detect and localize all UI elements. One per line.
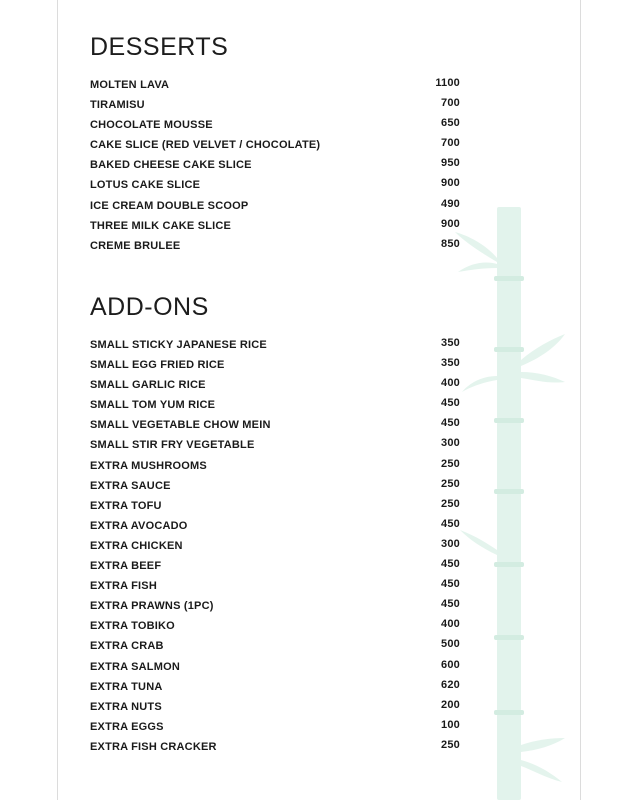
item-name: EXTRA CHICKEN (90, 539, 183, 552)
item-name: EXTRA AVOCADO (90, 519, 188, 532)
menu-item (90, 236, 470, 256)
menu-item (90, 636, 470, 656)
item-price: 350 (441, 357, 460, 370)
item-name: EXTRA TOBIKO (90, 620, 175, 633)
item-price: 500 (441, 638, 460, 651)
item-name: EXTRA TUNA (90, 680, 163, 693)
addons-section (90, 293, 470, 757)
item-price: 450 (441, 598, 460, 611)
item-name: ICE CREAM DOUBLE SCOOP (90, 199, 249, 212)
menu-item (90, 355, 470, 375)
item-name: EXTRA NUTS (90, 700, 162, 713)
item-name: CAKE SLICE (RED VELVET / CHOCOLATE) (90, 139, 321, 152)
item-price: 1100 (435, 77, 460, 89)
item-name: EXTRA BEEF (90, 560, 162, 573)
item-name: EXTRA SALMON (90, 660, 180, 673)
menu-item (90, 216, 470, 236)
item-name: EXTRA FISH CRACKER (90, 740, 217, 753)
item-price: 450 (441, 417, 460, 430)
item-name: TIRAMISU (90, 99, 145, 112)
item-price: 650 (441, 117, 460, 130)
item-name: LOTUS CAKE SLICE (90, 179, 201, 192)
item-price: 450 (441, 558, 460, 571)
menu-item (90, 435, 470, 455)
menu-item (90, 616, 470, 636)
item-price: 250 (441, 738, 460, 751)
item-price: 600 (441, 658, 460, 671)
menu-item (90, 335, 470, 355)
item-price: 300 (441, 537, 460, 550)
item-price: 200 (441, 698, 460, 711)
item-price: 300 (441, 437, 460, 450)
item-name: SMALL TOM YUM RICE (90, 399, 216, 412)
menu-item (90, 556, 470, 576)
item-price: 450 (441, 517, 460, 530)
item-name: SMALL VEGETABLE CHOW MEIN (90, 419, 271, 432)
item-price: 700 (441, 97, 460, 110)
item-price: 700 (441, 137, 460, 150)
item-price: 400 (441, 618, 460, 631)
item-name: SMALL GARLIC RICE (90, 379, 206, 392)
menu-item (90, 375, 470, 395)
menu-item (90, 175, 470, 195)
menu-item (90, 95, 470, 115)
item-price: 250 (441, 457, 460, 470)
item-name: MOLTEN LAVA (90, 79, 170, 91)
item-price: 350 (441, 337, 460, 349)
item-name: CHOCOLATE MOUSSE (90, 119, 213, 132)
menu-item (90, 737, 470, 757)
menu-item (90, 196, 470, 216)
item-name: EXTRA FISH (90, 580, 157, 593)
item-name: EXTRA MUSHROOMS (90, 459, 207, 472)
menu-item (90, 717, 470, 737)
item-name: THREE MILK CAKE SLICE (90, 219, 232, 232)
item-price: 100 (441, 718, 460, 731)
menu-item (90, 456, 470, 476)
item-name: SMALL STICKY JAPANESE RICE (90, 339, 267, 351)
menu-item (90, 415, 470, 435)
item-name: EXTRA PRAWNS (1PC) (90, 600, 214, 613)
menu-item (90, 115, 470, 135)
menu-item (90, 536, 470, 556)
desserts-section (90, 33, 470, 256)
item-name: EXTRA CRAB (90, 640, 164, 653)
item-name: EXTRA SAUCE (90, 479, 171, 492)
item-name: EXTRA TOFU (90, 499, 162, 512)
item-price: 450 (441, 578, 460, 591)
menu-item (90, 657, 470, 677)
menu-item (90, 476, 470, 496)
desserts-title: DESSERTS (90, 33, 229, 61)
menu-item (90, 155, 470, 175)
item-name: BAKED CHEESE CAKE SLICE (90, 159, 252, 172)
item-name: SMALL STIR FRY VEGETABLE (90, 439, 255, 452)
menu-item (90, 697, 470, 717)
menu-item (90, 576, 470, 596)
menu-item (90, 75, 470, 95)
item-price: 950 (441, 157, 460, 170)
item-price: 490 (441, 197, 460, 210)
menu-item (90, 677, 470, 697)
item-price: 250 (441, 497, 460, 510)
menu-item (90, 596, 470, 616)
item-price: 900 (441, 177, 460, 190)
menu-item (90, 516, 470, 536)
item-name: SMALL EGG FRIED RICE (90, 359, 225, 372)
item-name: CREME BRULEE (90, 239, 181, 252)
menu-item (90, 135, 470, 155)
menu-item (90, 496, 470, 516)
addons-title: ADD-ONS (90, 293, 209, 321)
item-price: 450 (441, 397, 460, 410)
item-price: 900 (441, 217, 460, 230)
menu-item (90, 395, 470, 415)
item-price: 400 (441, 377, 460, 390)
item-name: EXTRA EGGS (90, 720, 164, 733)
item-price: 250 (441, 477, 460, 490)
item-price: 850 (441, 237, 460, 250)
item-price: 620 (441, 678, 460, 691)
